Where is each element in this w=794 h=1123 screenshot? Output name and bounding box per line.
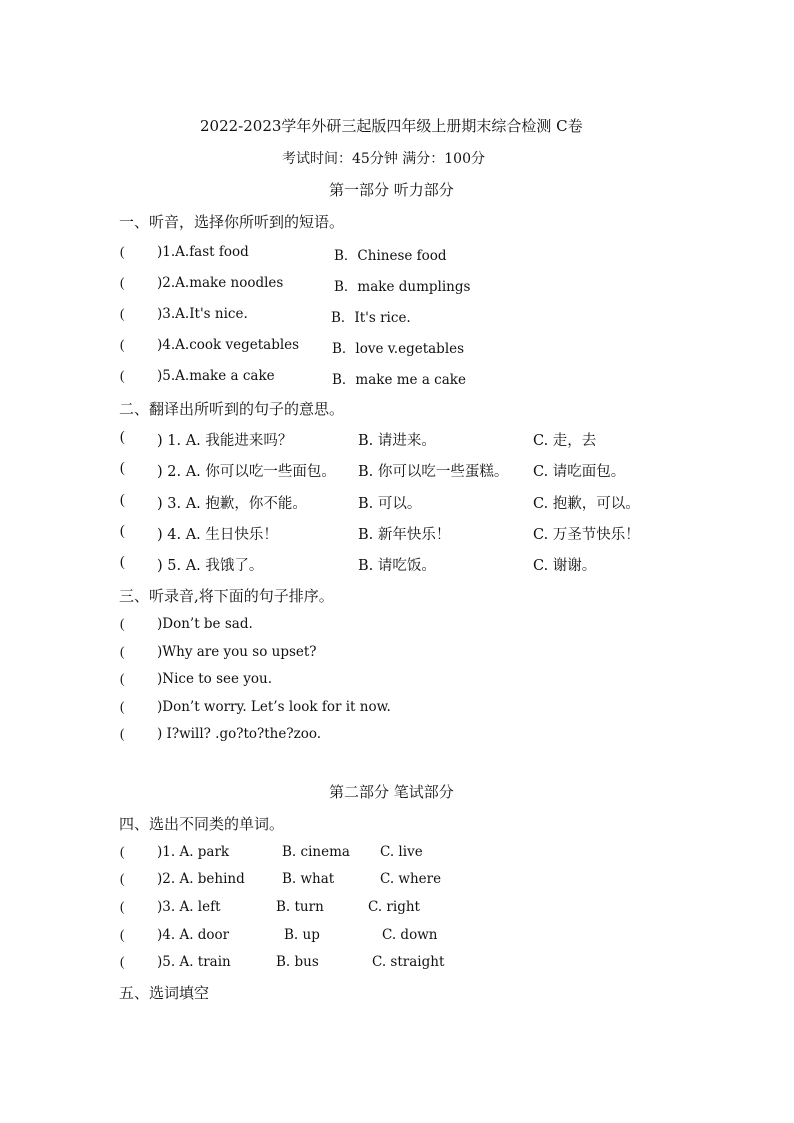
option-a: ) 5. A. 我饿了。: [157, 558, 264, 574]
answer-blank: (: [120, 671, 125, 686]
answer-blank: (: [120, 244, 125, 259]
answer-blank: (: [120, 899, 125, 914]
sentence: )Don’t worry. Let’s look for it now.: [157, 699, 391, 715]
option-b: B．Chinese food: [334, 248, 447, 264]
option-a: )2.A.make noodles: [157, 275, 284, 291]
option-a: ) 4. A. 生日快乐！: [157, 527, 278, 543]
option-a: ) 3. A. 抱歉，你不能。: [157, 496, 307, 512]
sentence: )Don’t be sad.: [157, 616, 253, 632]
option-a: )2. A. behind: [157, 871, 245, 887]
option-b: B. turn: [276, 899, 324, 915]
option-a: )3. A. left: [157, 899, 221, 915]
answer-blank: (: [120, 954, 125, 969]
exam-info: 考试时间：45分钟 满分：100分: [282, 151, 485, 167]
option-b: B. up: [284, 927, 320, 943]
answer-blank: (: [120, 275, 125, 290]
answer-blank: (: [120, 368, 125, 383]
sentence: ) I?will? .go?to?the?zoo.: [157, 726, 322, 742]
option-b: B. 新年快乐！: [358, 527, 451, 543]
option-c: C. down: [382, 927, 438, 943]
option-c: C. straight: [372, 954, 445, 970]
option-b: B. 你可以吃一些蛋糕。: [358, 464, 509, 480]
option-b: B．It's rice.: [331, 310, 411, 326]
option-c: C. live: [380, 844, 423, 860]
answer-blank: (: [120, 644, 125, 659]
option-a: ) 1. A. 我能进来吗？: [157, 433, 293, 449]
section2-heading: 二、翻译出所听到的句子的意思。: [119, 400, 345, 418]
section1-heading: 一、听音，选择你所听到的短语。: [119, 213, 345, 231]
section4-heading: 四、选出不同类的单词。: [119, 815, 285, 833]
sentence: )Why are you so upset?: [157, 644, 317, 660]
option-c: C. 万圣节快乐！: [533, 527, 640, 543]
option-c: C. 请吃面包。: [533, 464, 626, 480]
option-b: B. 可以。: [358, 496, 422, 512]
answer-blank: (: [120, 844, 125, 859]
option-a: )1. A. park: [157, 844, 230, 860]
option-a: )4.A.cook vegetables: [157, 337, 300, 353]
answer-blank: (: [120, 523, 125, 539]
answer-blank: (: [120, 871, 125, 886]
part2-title: 第二部分 笔试部分: [329, 783, 454, 801]
option-b: B．make dumplings: [334, 279, 471, 295]
answer-blank: (: [120, 726, 125, 741]
answer-blank: (: [120, 699, 125, 714]
option-a: )1.A.fast food: [157, 244, 249, 260]
option-a: )5.A.make a cake: [157, 368, 275, 384]
option-b: B. bus: [276, 954, 319, 970]
option-b: B. what: [282, 871, 335, 887]
answer-blank: (: [120, 460, 125, 476]
option-a: )4. A. door: [157, 927, 230, 943]
section5-heading: 五、选词填空: [119, 984, 210, 1002]
sentence: )Nice to see you.: [157, 671, 273, 687]
part1-title: 第一部分 听力部分: [329, 181, 454, 199]
option-b: B. 请吃饭。: [358, 558, 436, 574]
option-a: ) 2. A. 你可以吃一些面包。: [157, 464, 336, 480]
option-c: C. where: [380, 871, 442, 887]
option-a: )5. A. train: [157, 954, 231, 970]
option-a: )3.A.It's nice.: [157, 306, 248, 322]
option-c: C. right: [368, 899, 420, 915]
section3-heading: 三、听录音,将下面的句子排序。: [119, 587, 334, 605]
option-c: C. 抱歉，可以。: [533, 496, 640, 512]
answer-blank: (: [120, 927, 125, 942]
answer-blank: (: [120, 616, 125, 631]
option-c: C. 谢谢。: [533, 558, 597, 574]
option-b: B. 请进来。: [358, 433, 436, 449]
option-b: B．make me a cake: [332, 372, 466, 388]
page-title: 2022-2023学年外研三起版四年级上册期末综合检测 C卷: [200, 117, 583, 135]
answer-blank: (: [120, 492, 125, 508]
option-b: B. cinema: [282, 844, 350, 860]
option-b: B．love v.egetables: [332, 341, 465, 357]
option-c: C. 走，去: [533, 433, 597, 449]
answer-blank: (: [120, 554, 125, 570]
answer-blank: (: [120, 429, 125, 445]
answer-blank: (: [120, 337, 125, 352]
answer-blank: (: [120, 306, 125, 321]
